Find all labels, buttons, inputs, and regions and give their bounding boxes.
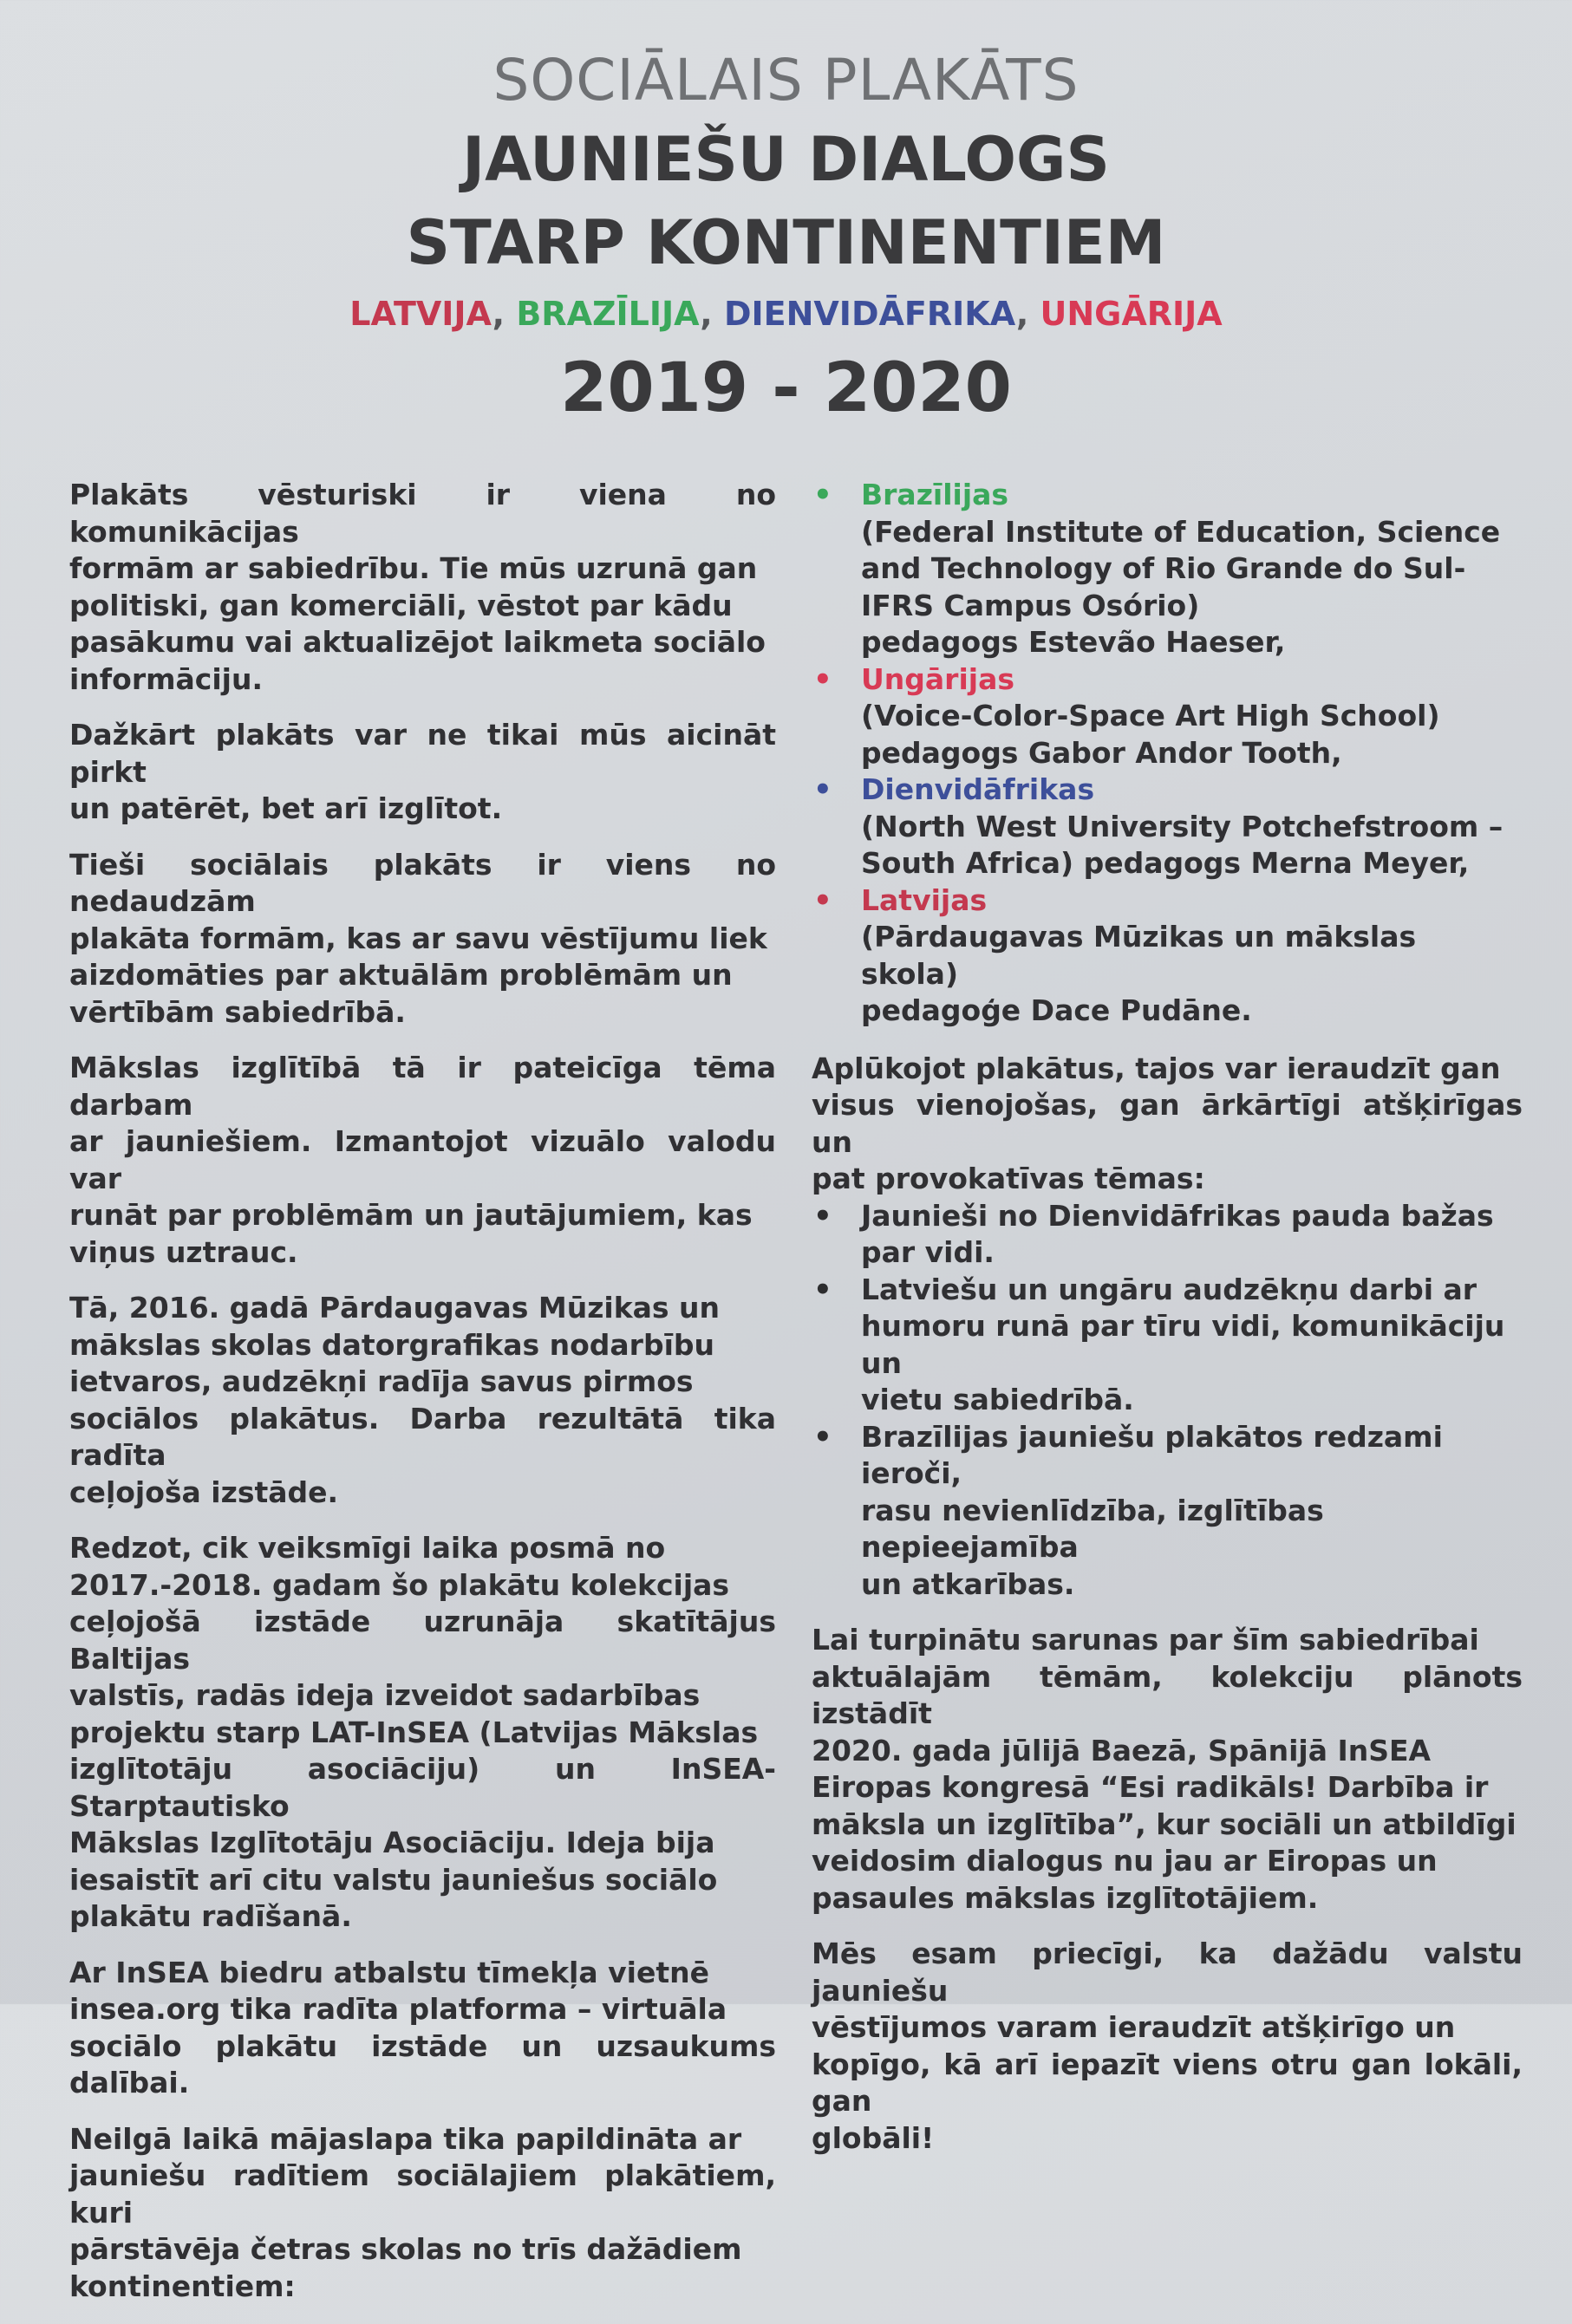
school-detail: (North West University Potchefstroom – South Africa) pedagogs Merna Meyer, (861, 809, 1504, 880)
list-item (812, 1198, 1523, 1272)
school-detail: (Federal Institute of Education, Science and Technology of Rio Grande do Sul- IFRS Campus Osório) pedagogs Estevão Haeser, (861, 514, 1501, 659)
topic-text: Latviešu un ungāru audzēkņu darbi ar humoru runā par tīru vidi, komunikāciju un vietu sabiedrībā. (861, 1272, 1505, 1416)
bullet-dot: • (813, 1419, 832, 1455)
list-item (812, 477, 1523, 661)
paragraph-closing: Mēs esam priecīgi, ka dažādu valstu jauniešu vēstījumos varam ieraudzīt atšķirīgo un kopīgo, kā arī iepazīt viens otru gan lokāli, gan globāli! (812, 1937, 1523, 2155)
bullet-dot: • (813, 478, 832, 512)
poster-title-line-1: JAUNIEŠU DIALOGS (462, 124, 1110, 195)
school-country: Brazīlijas (861, 478, 1009, 511)
poster-title-line-2: STARP KONTINENTIEM (406, 207, 1166, 278)
paragraph-art-education: Mākslas izglītībā tā ir pateicīga tēma darbam ar jauniešiem. Izmantojot vizuālo valodu var runāt par problēmām un jautājumiem, kas viņus uztrauc. (69, 1051, 776, 1269)
bullet-dot: • (813, 661, 832, 697)
school-country: Ungārijas (861, 661, 1014, 696)
paragraph-social-poster: Tieši sociālais plakāts ir viens no nedaudzām plakāta formām, kas ar savu vēstījumu liek aizdomāties par aktuālām problēmām un vērtībām sabiedrībā. (69, 847, 776, 1029)
bullet-dot: • (813, 1198, 832, 1234)
topic-text: Brazīlijas jauniešu plakātos redzami ieroči, rasu nevienlīdzība, izglītības nepieejamība un atkarības. (861, 1419, 1443, 1601)
country-separator: , (492, 295, 506, 333)
countries-line (0, 286, 1572, 342)
paragraph-2016: Tā, 2016. gadā Pārdaugavas Mūzikas un mākslas skolas datorgrafikas nodarbību ietvaros, audzēkņi radīja savus pirmos sociālos plakātus. Darba rezultātā tika radīta ceļojoša izstāde. (69, 1291, 776, 1509)
paragraph-congress: Lai turpinātu sarunas par šīm sabiedrībai aktuālajām tēmām, kolekciju plānots izstādīt 2020. gada jūlijā Baezā, Spānijā InSEA Eiropas kongresā “Esi radikāls! Darbība ir māksla un izglītība”, kur sociāli un atbildīgi veidosim dialogus nu jau ar Eiropas un pasaules mākslas izglītotājiem. (812, 1623, 1523, 1915)
poster-header (0, 43, 1572, 432)
school-detail: (Pārdaugavas Mūzikas un mākslas skola) pedagoģe Dace Pudāne. (861, 920, 1417, 1027)
topics-list (812, 1198, 1523, 1604)
bullet-dot: • (813, 882, 832, 918)
right-column (812, 477, 1523, 2176)
paragraph-intro: Plakāts vēsturiski ir viena no komunikācijas formām ar sabiedrību. Tie mūs uzrunā gan politiski, gan komerciāli, vēstot par kādu pasākumu vai aktualizējot laikmeta sociālo informāciju. (69, 478, 776, 696)
school-country: Dienvidāfrikas (861, 772, 1095, 806)
bullet-dot: • (813, 1272, 832, 1307)
list-item (812, 661, 1523, 772)
schools-list (812, 477, 1523, 1030)
poster-kicker: SOCIĀLAIS PLAKĀTS (492, 47, 1080, 114)
list-item (812, 882, 1523, 1030)
list-item (812, 1419, 1523, 1604)
poster-years: 2019 - 2020 (560, 349, 1012, 427)
list-item (812, 771, 1523, 882)
paragraph-topics-intro: Aplūkojot plakātus, tajos var ieraudzīt gan visus vienojošas, gan ārkārtīgi atšķirīgas un pat provokatīvas tēmas: (812, 1051, 1523, 1195)
school-detail: (Voice-Color-Space Art High School) pedagogs Gabor Andor Tooth, (861, 699, 1440, 770)
country-separator: , (700, 295, 713, 333)
school-country: Latvijas (861, 882, 988, 917)
country-brazil: BRAZĪLIJA (516, 295, 701, 333)
country-hungary: UNGĀRIJA (1040, 295, 1223, 333)
country-latvia: LATVIJA (349, 295, 492, 333)
paragraph-schools-intro: Neilgā laikā mājaslapa tika papildināta ar jauniešu radītiem sociālajiem plakātiem, kuri pārstāvēja četras skolas no trīs dažādiem kontinentiem: (69, 2121, 776, 2303)
topic-text: Jaunieši no Dienvidāfrikas pauda bažas par vidi. (861, 1198, 1494, 1269)
country-separator: , (1015, 295, 1029, 333)
bullet-dot: • (813, 772, 832, 807)
paragraph-platform: Ar InSEA biedru atbalstu tīmekļa vietnē insea.org tika radīta platforma – virtuāla sociālo plakātu izstāde un uzsaukums dalībai. (69, 1955, 776, 2099)
list-item (812, 1272, 1523, 1419)
left-column (69, 477, 776, 2324)
paragraph-educate: Dažkārt plakāts var ne tikai mūs aicināt pirkt un patērēt, bet arī izglītot. (69, 718, 776, 825)
country-south-africa: DIENVIDĀFRIKA (723, 295, 1016, 333)
paragraph-project-idea: Redzot, cik veiksmīgi laika posmā no 2017.-2018. gadam šo plakātu kolekcijas ceļojošā izstāde uzrunāja skatītājus Baltijas valstīs, radās ideja izveidot sadarbības projektu starp LAT-InSEA (Latvijas Mākslas izglītotāju asociāciju) un InSEA-Starptautisko Mākslas Izglītotāju Asociāciju. Ideja bija iesaistīt arī citu valstu jauniešus sociālo plakātu radīšanā. (69, 1531, 776, 1933)
